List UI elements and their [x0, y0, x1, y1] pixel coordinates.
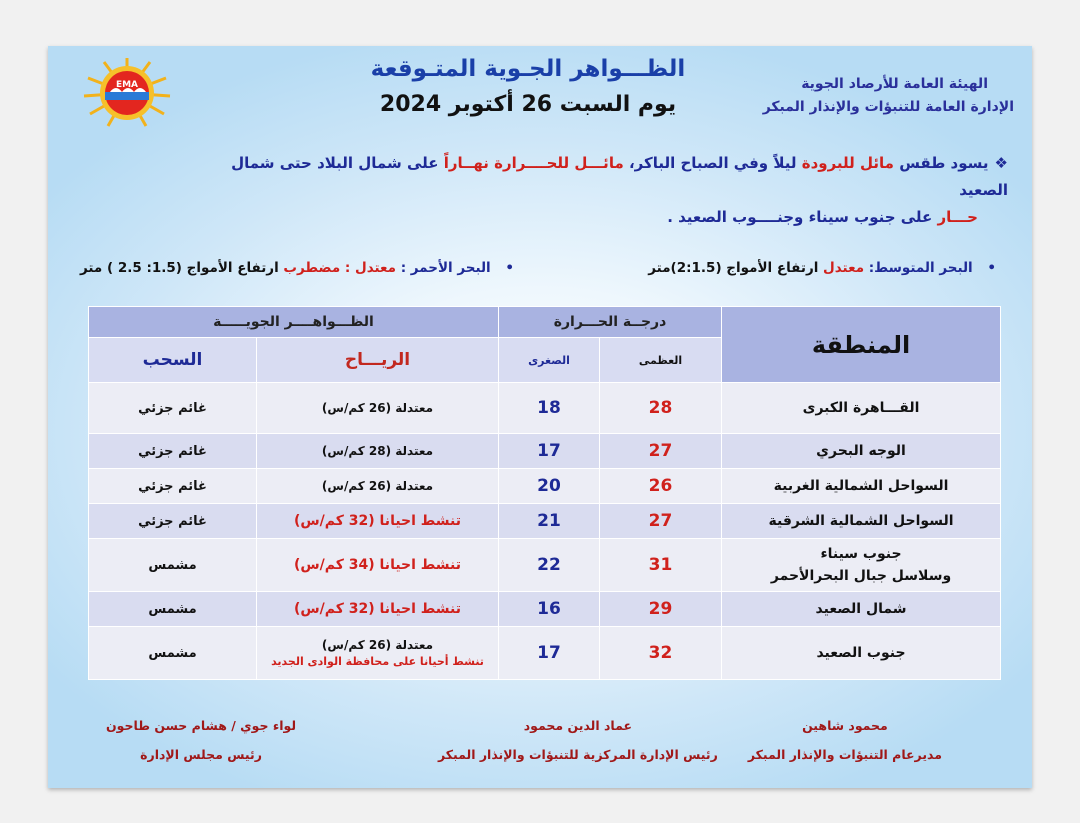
signature-central-director	[438, 718, 718, 762]
wind-value: معتدلة (28 كم/س)	[257, 434, 499, 469]
summary-text-7: على جنوب سيناء وجنــــوب الصعيد .	[667, 208, 938, 226]
table-row	[89, 434, 1001, 469]
summary-text-3: ليلاً وفي الصباح الباكر،	[623, 154, 802, 172]
table-row	[89, 383, 1001, 434]
min-temp: 18	[499, 383, 600, 434]
min-temp: 16	[499, 592, 600, 627]
signer-title: رئيس مجلس الإدارة	[140, 747, 262, 762]
sea-state: معتدل	[823, 260, 865, 276]
min-temp: 20	[499, 469, 600, 504]
summary-text-4: مائـــل للحــــرارة نهــاراً	[443, 154, 624, 172]
red-sea	[80, 260, 514, 276]
table-row	[89, 627, 1001, 680]
weather-summary	[188, 150, 1008, 231]
logo-text: EMA	[115, 80, 139, 90]
wind-value: معتدلة (26 كم/س)	[257, 383, 499, 434]
wind-value: تنشط احيانا (32 كم/س)	[257, 592, 499, 627]
sea-bullet: •	[505, 260, 515, 276]
max-temp: 29	[600, 592, 722, 627]
region-name: شمال الصعيد	[722, 592, 1001, 627]
wave-height: ارتفاع الأمواج (2:1.5)متر	[648, 260, 819, 276]
region-header: المنطقة	[722, 307, 1001, 383]
region-name-line2: وسلاسل جبال البحرالأحمر	[770, 568, 952, 584]
wind-value	[257, 627, 499, 680]
cloud-value: غائم جزئي	[89, 469, 257, 504]
signer-name: لواء جوي / هشام حسن طاحون	[106, 718, 297, 733]
region-name-line1: جنوب سيناء	[820, 546, 902, 562]
summary-text-5: على شمال البلاد حتى شمال الصعيد	[231, 154, 1008, 199]
wave-height: ارتفاع الأمواج (1.5: 2.5 ) متر	[80, 260, 279, 276]
min-temp-header: الصغرى	[499, 338, 600, 383]
min-temp: 22	[499, 539, 600, 592]
wind-main: معتدلة (26 كم/س)	[321, 638, 434, 652]
min-temp: 17	[499, 434, 600, 469]
signer-name: عماد الدين محمود	[523, 718, 633, 733]
region-name: جنوب الصعيد	[722, 627, 1001, 680]
sea-name: البحر المتوسط:	[868, 260, 973, 276]
signature-chairman	[106, 718, 296, 762]
forecast-sheet	[48, 46, 1032, 788]
region-name: القـــاهرة الكبرى	[722, 383, 1001, 434]
sea-name: البحر الأحمر :	[400, 260, 491, 276]
forecast-table	[88, 306, 1001, 680]
region-name: السواحل الشمالية الشرقية	[722, 504, 1001, 539]
table-row	[89, 539, 1001, 592]
signer-name: محمود شاهين	[802, 718, 888, 733]
region-name: الوجه البحري	[722, 434, 1001, 469]
sea-bullet: •	[987, 260, 996, 276]
org-department: الإدارة العامة للتنبؤات والإنذار المبكر	[762, 99, 1014, 115]
summary-text-2: مائل للبرودة	[801, 154, 894, 172]
cloud-value: غائم جزئي	[89, 383, 257, 434]
max-temp: 27	[600, 434, 722, 469]
max-temp: 31	[600, 539, 722, 592]
cloud-value: غائم جزئي	[89, 504, 257, 539]
summary-bullet: ❖	[994, 154, 1008, 172]
cloud-value: غائم جزئي	[89, 434, 257, 469]
sea-conditions	[72, 260, 1008, 282]
summary-text-6: حـــار	[937, 208, 978, 226]
min-temp: 21	[499, 504, 600, 539]
page-title: الظـــواهر الجـوية المتـوقعة	[370, 56, 686, 82]
max-temp-header: العظمى	[600, 338, 722, 383]
cloud-value: مشمس	[89, 627, 257, 680]
phenomena-header: الظـــواهــــر الجويـــــة	[89, 307, 499, 338]
cloud-value: مشمس	[89, 592, 257, 627]
max-temp: 28	[600, 383, 722, 434]
max-temp: 26	[600, 469, 722, 504]
region-name: السواحل الشمالية الغربية	[722, 469, 1001, 504]
ema-logo	[82, 56, 172, 130]
region-name	[722, 539, 1001, 592]
summary-text-1: يسود طقس	[893, 154, 989, 172]
sea-state: معتدل : مضطرب	[283, 260, 396, 276]
wind-value: تنشط احيانا (34 كم/س)	[257, 539, 499, 592]
wind-value: معتدلة (26 كم/س)	[257, 469, 499, 504]
forecast-date: يوم السبت 26 أكتوبر 2024	[379, 92, 677, 117]
wind-value: تنشط احيانا (32 كم/س)	[257, 504, 499, 539]
signer-title: مديرعام التنبؤات والإنذار المبكر	[747, 747, 942, 762]
table-row	[89, 592, 1001, 627]
wind-note: تنشط أحيانا على محافظة الوادى الجديد	[271, 655, 484, 668]
table-row	[89, 469, 1001, 504]
signature-forecast-director	[748, 718, 942, 762]
signer-title: رئيس الإدارة المركزية للتنبؤات والإنذار المبكر	[438, 747, 718, 762]
table-row	[89, 504, 1001, 539]
cloud-value: مشمس	[89, 539, 257, 592]
wind-header: الريـــاح	[257, 338, 499, 383]
max-temp: 32	[600, 627, 722, 680]
min-temp: 17	[499, 627, 600, 680]
max-temp: 27	[600, 504, 722, 539]
mediterranean-sea	[648, 260, 996, 276]
temperature-header: درجــة الحـــرارة	[499, 307, 722, 338]
org-name: الهيئة العامة للأرصاد الجوية	[801, 76, 988, 92]
clouds-header: السحب	[89, 338, 257, 383]
